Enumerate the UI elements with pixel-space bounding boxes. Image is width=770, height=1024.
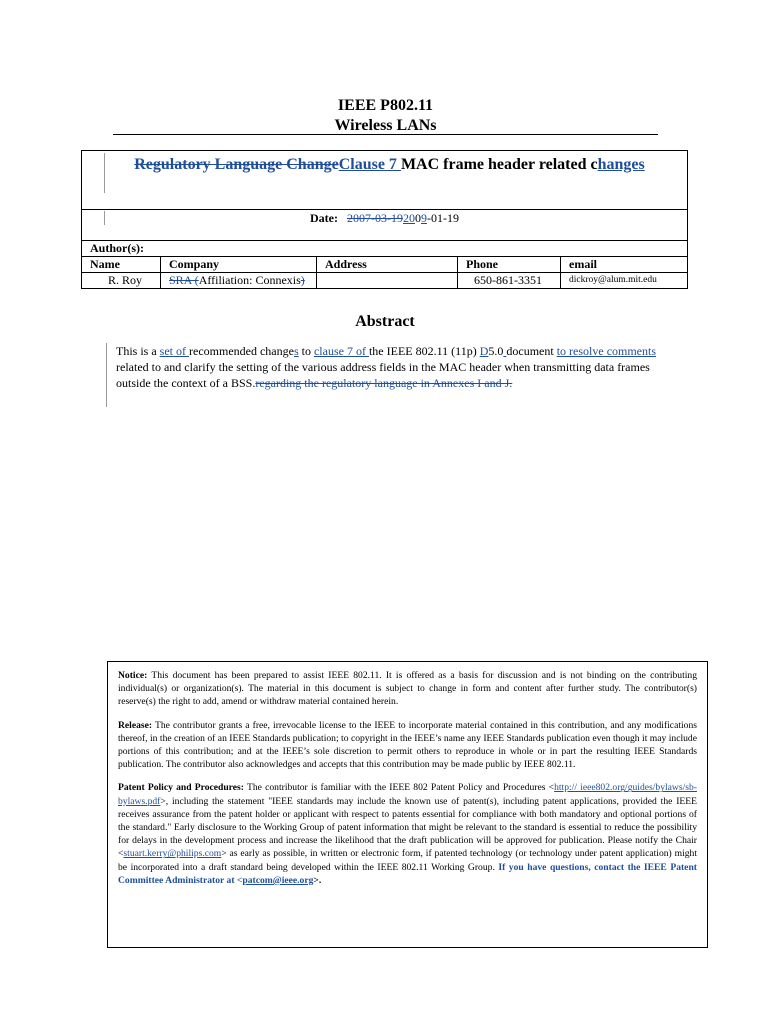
authors-table bbox=[81, 240, 688, 289]
header-line-2: Wireless LANs bbox=[334, 117, 437, 134]
title-deleted-text: Regulatory Language Change bbox=[134, 156, 339, 173]
abstract-text: to bbox=[298, 344, 314, 358]
title-text: MAC frame header related c bbox=[400, 156, 598, 173]
title-box bbox=[81, 150, 688, 210]
header-phone: Phone bbox=[458, 257, 561, 273]
date-text-2: -01-19 bbox=[426, 211, 459, 225]
patent-label: Patent Policy and Procedures: bbox=[118, 782, 244, 794]
patent-paragraph bbox=[118, 781, 697, 887]
abstract-inserted: s bbox=[293, 344, 299, 358]
date-deleted: 2007-03-19 bbox=[346, 211, 403, 225]
header-company: Company bbox=[161, 257, 317, 273]
notice-paragraph bbox=[118, 669, 697, 709]
patent-policy-link[interactable]: http:// ieee802.org/guides/bylaws/sb-bylaws.pdf bbox=[118, 782, 697, 807]
title-inserted-text: Clause 7 bbox=[338, 156, 401, 173]
date-inserted: 20 bbox=[402, 211, 415, 225]
patent-text: > as early as possible, in written or electronic form, if patented technology (or technology under patent application) might be incorporated into a draft standard being developed within the IEEE 802.11 Working Group. bbox=[118, 848, 697, 873]
author-email[interactable]: dickroy@alum.mit.edu bbox=[561, 273, 688, 289]
author-phone: 650-861-3351 bbox=[458, 273, 561, 289]
authors-header-row bbox=[82, 257, 688, 273]
abstract-text: related to and clarify the setting of the various address fields in the MAC header when transmitting data frames outside the context of a BSS. bbox=[116, 360, 650, 390]
date-text-1: 0 bbox=[414, 211, 421, 225]
abstract-text: document bbox=[506, 344, 557, 358]
date-label: Date: bbox=[310, 211, 338, 225]
release-text: The contributor grants a free, irrevocable license to the IEEE to incorporate material contained in this contribution, and any modifications thereof, in the creation of an IEEE Standards publication; to copyright in the IEEE’s name any IEEE Standards publication even though it may include portions of this contribution; and at the IEEE’s sole discretion to permit others to reproduce in whole or in part the resulting IEEE Standards publication. The contributor also acknowledges and accepts that this contribution may be made public by IEEE 802.11. bbox=[118, 719, 697, 771]
questions-end: >. bbox=[313, 874, 322, 886]
questions-text: If you have questions, contact the IEEE Patent Committee Administrator at < bbox=[118, 861, 697, 886]
abstract-deleted: regarding the regulatory language in Annexes I and J. bbox=[255, 376, 513, 390]
release-label: Release: bbox=[118, 719, 153, 731]
header-line-1: IEEE P802.11 bbox=[337, 97, 434, 114]
patent-text: The contributor is familiar with the IEEE 802 Patent Policy and Procedures < bbox=[247, 782, 555, 794]
patent-text: >, including the statement "IEEE standards may include the known use of patent(s), including patent applications, provided the IEEE receives assurance from the patent holder or applicant with respect to patents essential for compliance with both mandatory and optional portions of the standard." Early disclosure to the Working Group of patent information that might be relevant to the standard is essential to reduce the possibility for delays in the development process and increase the likelihood that the draft publication will be approved for publication. Please notify the Chair < bbox=[118, 795, 697, 860]
header-email: email bbox=[561, 257, 688, 273]
author-name: R. Roy bbox=[82, 273, 161, 289]
abstract-text: 5.0 bbox=[488, 344, 504, 358]
company-deleted: SRA ( bbox=[169, 273, 199, 287]
abstract-inserted: D bbox=[479, 344, 489, 358]
date-box bbox=[81, 209, 688, 241]
date-inserted-2: 9 bbox=[420, 211, 427, 225]
header-name: Name bbox=[82, 257, 161, 273]
change-bar bbox=[104, 153, 105, 193]
author-company bbox=[161, 273, 317, 289]
notice-box bbox=[107, 661, 708, 948]
document-date[interactable] bbox=[82, 210, 687, 226]
company-text: Affiliation: Connexis bbox=[198, 273, 301, 287]
abstract-inserted: clause 7 of bbox=[313, 344, 369, 358]
abstract-body[interactable] bbox=[116, 343, 686, 391]
header-rule bbox=[113, 134, 658, 135]
table-row bbox=[82, 273, 688, 289]
author-address bbox=[317, 273, 458, 289]
abstract-inserted: to resolve comments bbox=[556, 344, 657, 358]
header-address: Address bbox=[317, 257, 458, 273]
document-title[interactable] bbox=[112, 154, 667, 176]
abstract-text: the IEEE 802.11 (11p) bbox=[368, 344, 480, 358]
notice-label: Notice: bbox=[118, 670, 148, 681]
company-deleted-2: ) bbox=[300, 273, 305, 287]
abstract-text: This is a bbox=[116, 344, 160, 358]
release-paragraph bbox=[118, 719, 697, 772]
title-inserted-text-2: hanges bbox=[597, 156, 645, 173]
chair-email-link[interactable]: stuart.kerry@philips.com bbox=[123, 848, 222, 860]
authors-label: Author(s): bbox=[82, 241, 688, 257]
abstract-text: recommended change bbox=[189, 344, 294, 358]
abstract-heading: Abstract bbox=[355, 313, 415, 330]
change-bar bbox=[106, 343, 107, 407]
patcom-email-link[interactable]: patcom@ieee.org bbox=[242, 874, 314, 886]
notice-text: This document has been prepared to assist IEEE 802.11. It is offered as a basis for discussion and is not binding on the contributing individual(s) or organization(s). The material in this document is subject to change in form and content after further study. The contributor(s) reserve(s) the right to add, amend or withdraw material contained herein. bbox=[118, 670, 698, 708]
abstract-inserted: set of bbox=[159, 344, 189, 358]
